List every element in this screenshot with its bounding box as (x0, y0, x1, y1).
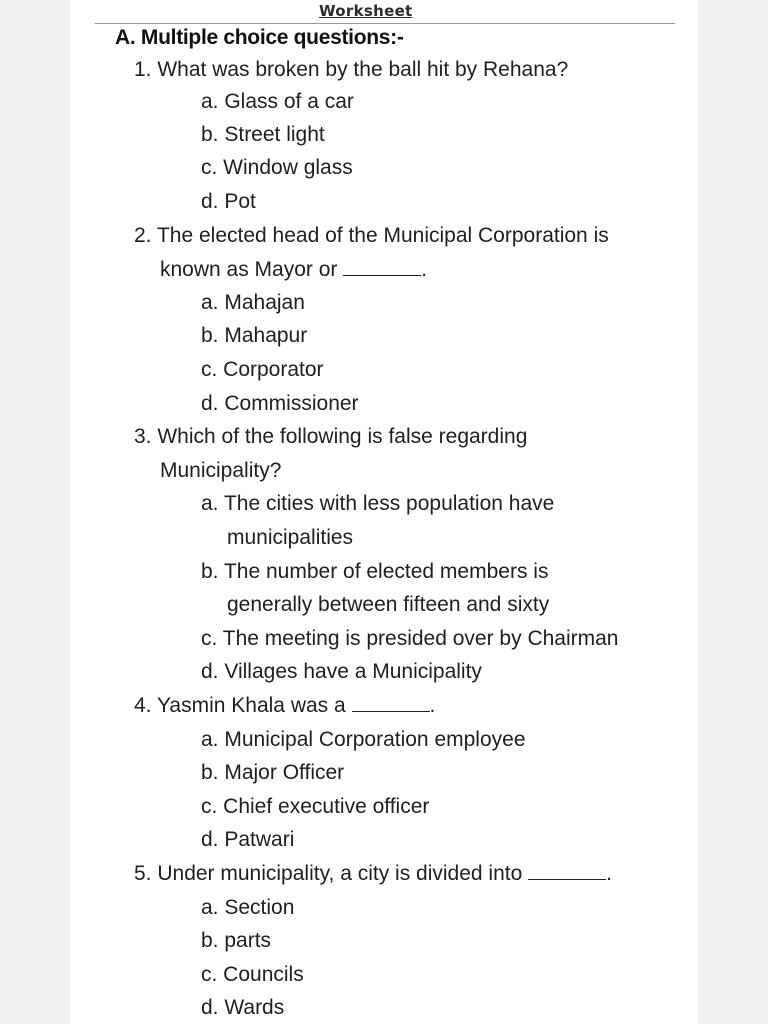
question-1-option-a: a. Glass of a car (201, 90, 354, 113)
question-2-option-d: d. Commissioner (201, 392, 359, 415)
worksheet-title: Worksheet (319, 2, 413, 20)
question-3-option-a-continuation: municipalities (227, 526, 354, 549)
question-2: 2. The elected head of the Municipal Corporation is (134, 224, 609, 247)
question-4-text: 4. Yasmin Khala was a (134, 694, 346, 717)
question-4-option-b: b. Major Officer (201, 761, 345, 784)
question-5-option-c: c. Councils (201, 963, 304, 986)
question-4-option-c: c. Chief executive officer (201, 795, 430, 818)
question-2-option-c: c. Corporator (201, 358, 324, 381)
header-divider (95, 23, 675, 24)
question-5 (134, 861, 612, 887)
question-1-option-b: b. Street light (201, 123, 325, 146)
question-3-option-b-continuation: generally between fifteen and sixty (227, 593, 550, 616)
question-3-option-a: a. The cities with less population have (201, 492, 555, 515)
question-4-option-a: a. Municipal Corporation employee (201, 728, 526, 751)
answer-blank (528, 861, 606, 880)
answer-blank (352, 693, 430, 712)
question-1-option-d: d. Pot (201, 190, 256, 213)
question-3-option-d: d. Villages have a Municipality (201, 660, 482, 683)
question-2-continuation (160, 257, 427, 283)
question-1: 1. What was broken by the ball hit by Rehana? (134, 58, 569, 81)
question-3: 3. Which of the following is false regarding (134, 425, 528, 448)
question-5-text: 5. Under municipality, a city is divided into (134, 862, 523, 885)
question-5-option-b: b. parts (201, 929, 272, 952)
section-title: A. Multiple choice questions:- (115, 26, 404, 49)
question-2-option-a: a. Mahajan (201, 291, 305, 314)
question-4-option-d: d. Patwari (201, 828, 295, 851)
question-2-text: known as Mayor or (160, 258, 338, 281)
question-5-option-a: a. Section (201, 896, 295, 919)
question-5-period: . (606, 862, 612, 885)
question-4-period: . (429, 694, 436, 717)
question-1-option-c: c. Window glass (201, 156, 353, 179)
question-3-continuation: Municipality? (160, 459, 282, 482)
question-4 (134, 693, 435, 719)
question-2-option-b: b. Mahapur (201, 324, 308, 347)
question-3-option-b: b. The number of elected members is (201, 560, 549, 583)
question-2-period: . (421, 258, 428, 281)
answer-blank (343, 257, 421, 276)
question-5-option-d: d. Wards (201, 996, 285, 1019)
question-3-option-c: c. The meeting is presided over by Chairman (201, 627, 619, 650)
